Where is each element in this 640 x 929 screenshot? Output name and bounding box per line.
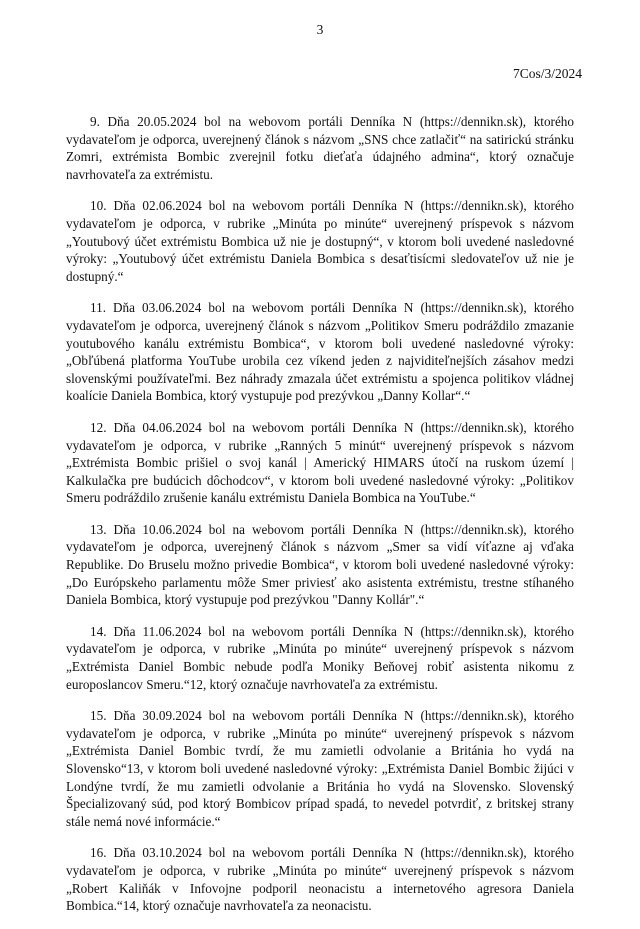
document-body xyxy=(66,113,574,929)
paragraph-14: 14. Dňa 11.06.2024 bol na webovom portáli Denníka N (https://dennikn.sk), ktorého vydavateľom je odporca, v rubrike „Minúta po minúte“ uverejnený príspevok s názvom „Extrémista Daniel Bombic nebude podľa Moniky Beňovej robiť asistenta nikomu z europoslancov Smeru.“12, ktorý označuje navrhovateľa za extrémistu. xyxy=(66,623,574,692)
paragraph-16: 16. Dňa 03.10.2024 bol na webovom portáli Denníka N (https://dennikn.sk), ktorého vydavateľom je odporca, v rubrike „Minúta po minúte“ uverejnený príspevok s názvom „Robert Kaliňák v Infovojne podporil neonacistu a internetového agresora Daniela Bombica.“14, ktorý označuje navrhovateľa za neonacistu. xyxy=(66,845,574,914)
paragraph-11: 11. Dňa 03.06.2024 bol na webovom portáli Denníka N (https://dennikn.sk), ktorého vydavateľom je odporca, uverejnený článok s názvom „Politikov Smeru podráždilo zmazanie youtubového kanálu extrémistu Bombica“, v ktorom boli uvedené nasledovné výroky: „Obľúbená platforma YouTube urobila cez víkend jeden z najviditeľnejších zásahov medzi slovenskými používateľmi. Bez náhrady zmazala účet extrémistu a spojenca politikov vládnej koalície Daniela Bombica, ktorý vystupuje pod prezývkou „Danny Kollar“.“ xyxy=(66,300,574,404)
paragraph-15: 15. Dňa 30.09.2024 bol na webovom portáli Denníka N (https://dennikn.sk), ktorého vydavateľom je odporca, v rubrike „Minúta po minúte“ uverejnený príspevok s názvom „Extrémista Daniel Bombic tvrdí, že mu zamietli odvolanie a Británia ho vydá na Slovensko“13, v ktorom boli uvedené nasledovné výroky: „Extrémista Daniel Bombic žijúci v Londýne tvrdí, že mu zamietli odvolanie a Británia ho vydá na Slovensko. Slovenský Špecializovaný súd, pod ktorý Bombicov prípad spadá, to nevedel potvrdiť, z britskej strany stále nemá nové informácie.“ xyxy=(66,708,574,829)
case-reference: 7Cos/3/2024 xyxy=(512,66,582,81)
page-number: 3 xyxy=(316,22,324,37)
paragraph-12: 12. Dňa 04.06.2024 bol na webovom portáli Denníka N (https://dennikn.sk), ktorého vydavateľom je odporca, v rubrike „Ranných 5 minút“ uverejnený príspevok s názvom „Extrémista Bombic prišiel o svoj kanál | Americký HIMARS útočí na ruskom území | Kalkulačka pre budúcich dôchodcov“, v ktorom boli uvedené nasledovné výroky: „Politikov Smeru podráždilo zrušenie kanálu extrémistu Daniela Bombica na YouTube.“ xyxy=(66,419,574,506)
paragraph-10: 10. Dňa 02.06.2024 bol na webovom portáli Denníka N (https://dennikn.sk), ktorého vydavateľom je odporca, v rubrike „Minúta po minúte“ uverejnený príspevok s názvom „Youtubový účet extrémistu Bombica už nie je dostupný“, v ktorom boli uvedené nasledovné výroky: „Youtubový účet extrémistu Daniela Bombica s desaťtisícmi sledovateľov už nie je dostupný.“ xyxy=(66,198,574,284)
paragraph-9: 9. Dňa 20.05.2024 bol na webovom portáli Denníka N (https://dennikn.sk), ktorého vydavateľom je odporca, uverejnený článok s názvom „SNS chce zatlačiť“ na satirickú stránku Zomri, extrémista Bombic zverejnil fotku dieťaťa údajného admina“, ktorý označuje navrhovateľa za extrémistu. xyxy=(66,114,574,182)
paragraph-13: 13. Dňa 10.06.2024 bol na webovom portáli Denníka N (https://dennikn.sk), ktorého vydavateľom je odporca, uverejnený článok s názvom „Smer sa vidí víťazne aj vďaka Republike. Do Bruselu možno privedie Bombica“, v ktorom boli uvedené nasledovné výroky: „Do Európskeho parlamentu môže Smer priviesť ako asistenta extrémistu, trestne stíhaného Daniela Bombica, ktorý vystupuje pod prezývkou "Danny Kollár".“ xyxy=(66,521,574,608)
